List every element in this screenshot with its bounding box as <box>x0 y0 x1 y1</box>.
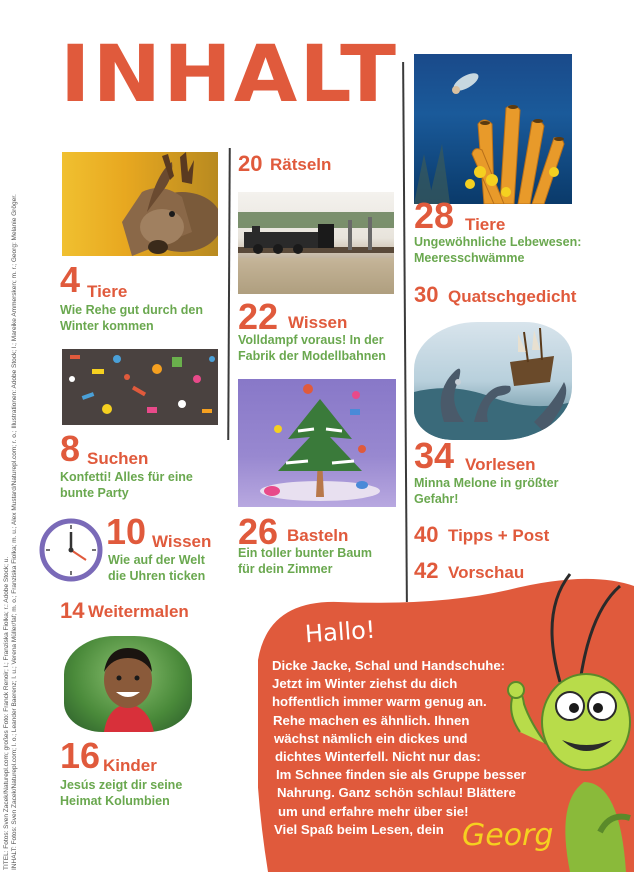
photo-credits <box>0 194 18 870</box>
entry-42-topic[interactable]: Vorschau <box>448 563 525 582</box>
entry-26-page: 26 <box>238 511 279 552</box>
entry-4-page: 4 <box>60 259 81 300</box>
octopus-illustration <box>414 322 572 440</box>
entry-14-topic[interactable]: Weitermalen <box>88 602 189 621</box>
entry-14-page: 14 <box>60 598 85 623</box>
entry-28-page: 28 <box>414 195 455 236</box>
entry-22-page: 22 <box>238 296 279 337</box>
craft-tree-photo <box>238 379 396 507</box>
credits-line-1: TITEL: Fotos: Sven Zacek/Naturepl.com; großes Foto: Franck Renoir; l.; Franziska Fiolka; r.: Adobe Stock; u. <box>3 556 10 870</box>
entry-8-desc: Konfetti! Alles für eine bunte Party <box>60 470 193 500</box>
entry-26-topic[interactable]: Basteln <box>287 526 349 545</box>
entry-28-desc: Ungewöhnliche Lebewesen: Meeresschwämme <box>414 235 582 265</box>
entry-8-page: 8 <box>60 428 81 469</box>
entry-16-desc: Jesús zeigt dir seine Heimat Kolumbien <box>60 778 183 808</box>
entry-40-page: 40 <box>414 522 439 547</box>
entry-22-desc: Volldampf voraus! In der Fabrik der Modellbahnen <box>238 333 386 363</box>
entry-10-page: 10 <box>106 511 147 552</box>
letter-greeting: Hallo! <box>304 615 377 649</box>
entry-22-topic[interactable]: Wissen <box>288 313 348 332</box>
entry-20-topic[interactable]: Rätseln <box>270 155 332 174</box>
entry-10-topic[interactable]: Wissen <box>152 532 212 551</box>
entry-4-topic[interactable]: Tiere <box>87 282 128 301</box>
entry-40-topic[interactable]: Tipps + Post <box>448 526 550 545</box>
entry-4-desc: Wie Rehe gut durch den Winter kommen <box>60 303 203 333</box>
credits-line-2: INHALT: Fotos: Sven Zacek/Naturepl.com; l. o.; Leander Baerenz; l. u.; Verena Müller/faf; m. o.; Franziska Fiolka; m. u.; Alex Mustard/Naturepl.com; r. o.; Illustrationen: Adobe Stock; l.; Mareike Ammersken; m. r.; Georg: Melanie Gröger. <box>11 194 18 870</box>
entry-34-page: 34 <box>414 435 455 476</box>
entry-20-page: 20 <box>238 151 263 176</box>
boy-photo <box>64 636 192 732</box>
entry-28-topic[interactable]: Tiere <box>465 215 506 234</box>
entry-16-topic[interactable]: Kinder <box>103 756 157 775</box>
entry-26-desc: Ein toller bunter Baum für dein Zimmer <box>238 546 373 576</box>
entry-34-topic[interactable]: Vorlesen <box>465 455 536 474</box>
column-divider-right <box>402 62 408 602</box>
column-divider-left <box>227 148 231 440</box>
entry-34-desc: Minna Melone in größter Gefahr! <box>414 476 559 506</box>
entry-42-page: 42 <box>414 558 439 583</box>
entry-8-topic[interactable]: Suchen <box>87 449 149 468</box>
sea-sponge-photo <box>414 54 572 204</box>
model-train-photo <box>238 192 394 294</box>
entry-10-desc: Wie auf der Welt die Uhren ticken <box>108 553 206 583</box>
entry-30-page: 30 <box>414 282 439 307</box>
entry-16-page: 16 <box>60 735 101 776</box>
deer-photo <box>62 152 218 256</box>
clock-icon <box>38 516 104 582</box>
letter-signature: Georg <box>462 818 554 853</box>
confetti-photo <box>62 349 218 425</box>
page-title: INHALT <box>60 30 399 120</box>
entry-30-topic[interactable]: Quatschgedicht <box>448 287 577 306</box>
letter-body: Dicke Jacke, Schal und Handschuhe: Jetzt im Winter ziehst du dich hoffentlich immer warm genug an. Rehe machen es ähnlich. Ihnen wächst nämlich ein dickes und dichtes Winterfell. Nicht nur das: Im Schnee finden sie als Gruppe besser Nahrung. Ganz schön schlau! Blättere um und erfahre mehr über sie! Viel Spaß beim Lesen, dein <box>272 658 526 837</box>
